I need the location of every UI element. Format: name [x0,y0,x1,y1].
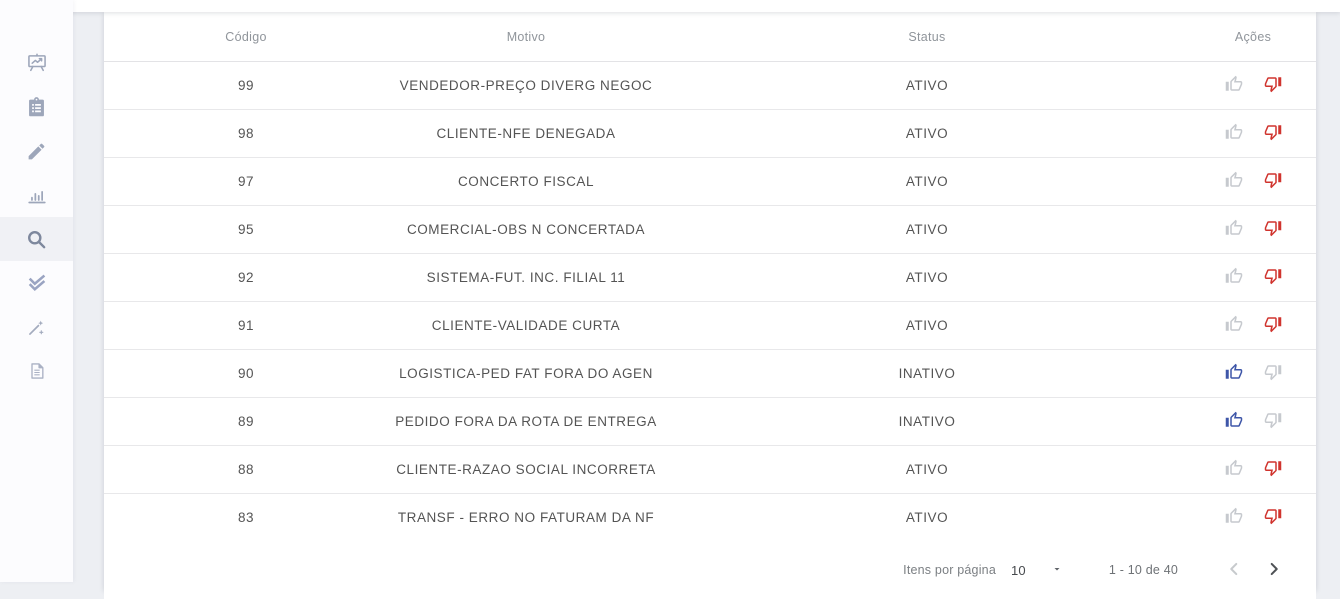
sidebar [0,0,73,582]
thumb-up-icon [1225,363,1243,384]
deactivate-button[interactable] [1264,269,1282,287]
previous-page-button[interactable] [1222,558,1246,582]
table-body [104,62,1316,542]
deactivate-button[interactable] [1264,413,1282,431]
column-header-status[interactable]: Status [908,29,946,44]
caret-down-icon [1051,563,1063,578]
chevron-right-icon [1263,558,1285,583]
row-actions [1190,413,1316,431]
row-motivo: VENDEDOR-PREÇO DIVERG NEGOC [399,78,653,93]
thumb-up-icon [1225,123,1243,144]
row-motivo: CLIENTE-NFE DENEGADA [436,126,616,141]
clipboard-icon [26,97,47,118]
thumb-down-icon [1264,219,1282,240]
thumb-down-icon [1264,267,1282,288]
table-row [104,494,1316,542]
sidebar-item-edit[interactable] [0,129,73,173]
sidebar-item-search[interactable] [0,217,73,261]
reasons-table-card [104,12,1316,590]
thumb-down-icon [1264,459,1282,480]
presentation-chart-icon [26,52,48,74]
column-header-acoes[interactable]: Ações [1234,29,1272,44]
row-actions [1190,221,1316,239]
sidebar-item-approvals[interactable] [0,261,73,305]
activate-button[interactable] [1225,461,1243,479]
activate-button[interactable] [1225,77,1243,95]
thumb-up-icon [1225,507,1243,528]
row-motivo: PEDIDO FORA DA ROTA DE ENTREGA [395,414,657,429]
row-codigo: 92 [237,270,255,285]
row-actions [1190,317,1316,335]
thumb-up-icon [1225,459,1243,480]
deactivate-button[interactable] [1264,77,1282,95]
table-row [104,62,1316,110]
table-row [104,206,1316,254]
row-motivo: CLIENTE-RAZAO SOCIAL INCORRETA [396,462,656,477]
row-motivo: CONCERTO FISCAL [457,174,595,189]
deactivate-button[interactable] [1264,221,1282,239]
row-motivo: LOGISTICA-PED FAT FORA DO AGEN [399,366,653,381]
row-actions [1190,125,1316,143]
thumb-up-icon [1225,267,1243,288]
activate-button[interactable] [1225,173,1243,191]
deactivate-button[interactable] [1264,125,1282,143]
top-app-bar [0,0,1340,12]
sidebar-item-dashboard[interactable] [0,41,73,85]
row-status: ATIVO [905,462,949,477]
table-row [104,254,1316,302]
table-row [104,398,1316,446]
row-codigo: 83 [237,510,255,525]
row-status: ATIVO [905,270,949,285]
row-codigo: 89 [237,414,255,429]
activate-button[interactable] [1225,125,1243,143]
page-range-label: 1 - 10 de 40 [1108,563,1178,577]
row-motivo: COMERCIAL-OBS N CONCERTADA [406,222,646,237]
table-row [104,446,1316,494]
row-status: INATIVO [898,414,956,429]
column-header-codigo[interactable]: Código [225,29,267,44]
deactivate-button[interactable] [1264,509,1282,527]
deactivate-button[interactable] [1264,173,1282,191]
thumb-down-icon [1264,75,1282,96]
row-actions [1190,461,1316,479]
activate-button[interactable] [1225,221,1243,239]
row-codigo: 91 [237,318,255,333]
activate-button[interactable] [1225,269,1243,287]
table-header-row [104,12,1316,62]
row-motivo: SISTEMA-FUT. INC. FILIAL 11 [426,270,626,285]
column-header-motivo[interactable]: Motivo [506,29,546,44]
pencil-icon [26,141,47,162]
sidebar-item-tasks[interactable] [0,85,73,129]
bar-chart-icon [26,184,48,206]
magic-wand-icon [26,317,47,338]
table-row [104,302,1316,350]
items-per-page-value[interactable]: 10 [1011,562,1026,578]
sidebar-item-tools[interactable] [0,305,73,349]
thumb-up-icon [1225,75,1243,96]
row-codigo: 95 [237,222,255,237]
row-status: ATIVO [905,126,949,141]
thumb-down-icon [1264,123,1282,144]
row-actions [1190,77,1316,95]
table-row [104,350,1316,398]
chevron-left-icon [1223,558,1245,583]
row-codigo: 88 [237,462,255,477]
thumb-up-icon [1225,315,1243,336]
thumb-up-icon [1225,411,1243,432]
row-motivo: TRANSF - ERRO NO FATURAM DA NF [397,510,655,525]
row-codigo: 97 [237,174,255,189]
deactivate-button[interactable] [1264,365,1282,383]
deactivate-button[interactable] [1264,317,1282,335]
activate-button[interactable] [1225,365,1243,383]
row-status: ATIVO [905,78,949,93]
row-status: ATIVO [905,510,949,525]
thumb-up-icon [1225,219,1243,240]
row-codigo: 90 [237,366,255,381]
row-actions [1190,365,1316,383]
thumb-down-icon [1264,507,1282,528]
search-icon [25,228,48,251]
deactivate-button[interactable] [1264,461,1282,479]
row-status: ATIVO [905,174,949,189]
thumb-down-icon [1264,315,1282,336]
items-per-page-label: Itens por página [903,563,996,577]
activate-button[interactable] [1225,317,1243,335]
activate-button[interactable] [1225,509,1243,527]
table-row [104,110,1316,158]
double-check-icon [26,272,48,294]
thumb-down-icon [1264,411,1282,432]
row-actions [1190,173,1316,191]
thumb-up-icon [1225,171,1243,192]
row-motivo: CLIENTE-VALIDADE CURTA [431,318,621,333]
sidebar-nav [0,41,73,393]
row-codigo: 98 [237,126,255,141]
row-status: ATIVO [905,318,949,333]
thumb-down-icon [1264,363,1282,384]
thumb-down-icon [1264,171,1282,192]
table-paginator [104,541,1316,599]
document-icon [27,361,47,381]
row-actions [1190,509,1316,527]
row-status: ATIVO [905,222,949,237]
row-codigo: 99 [237,78,255,93]
next-page-button[interactable] [1262,558,1286,582]
row-actions [1190,269,1316,287]
activate-button[interactable] [1225,413,1243,431]
table-row [104,158,1316,206]
sidebar-item-documents[interactable] [0,349,73,393]
sidebar-item-reports[interactable] [0,173,73,217]
row-status: INATIVO [898,366,956,381]
items-per-page-select[interactable] [1051,563,1063,578]
